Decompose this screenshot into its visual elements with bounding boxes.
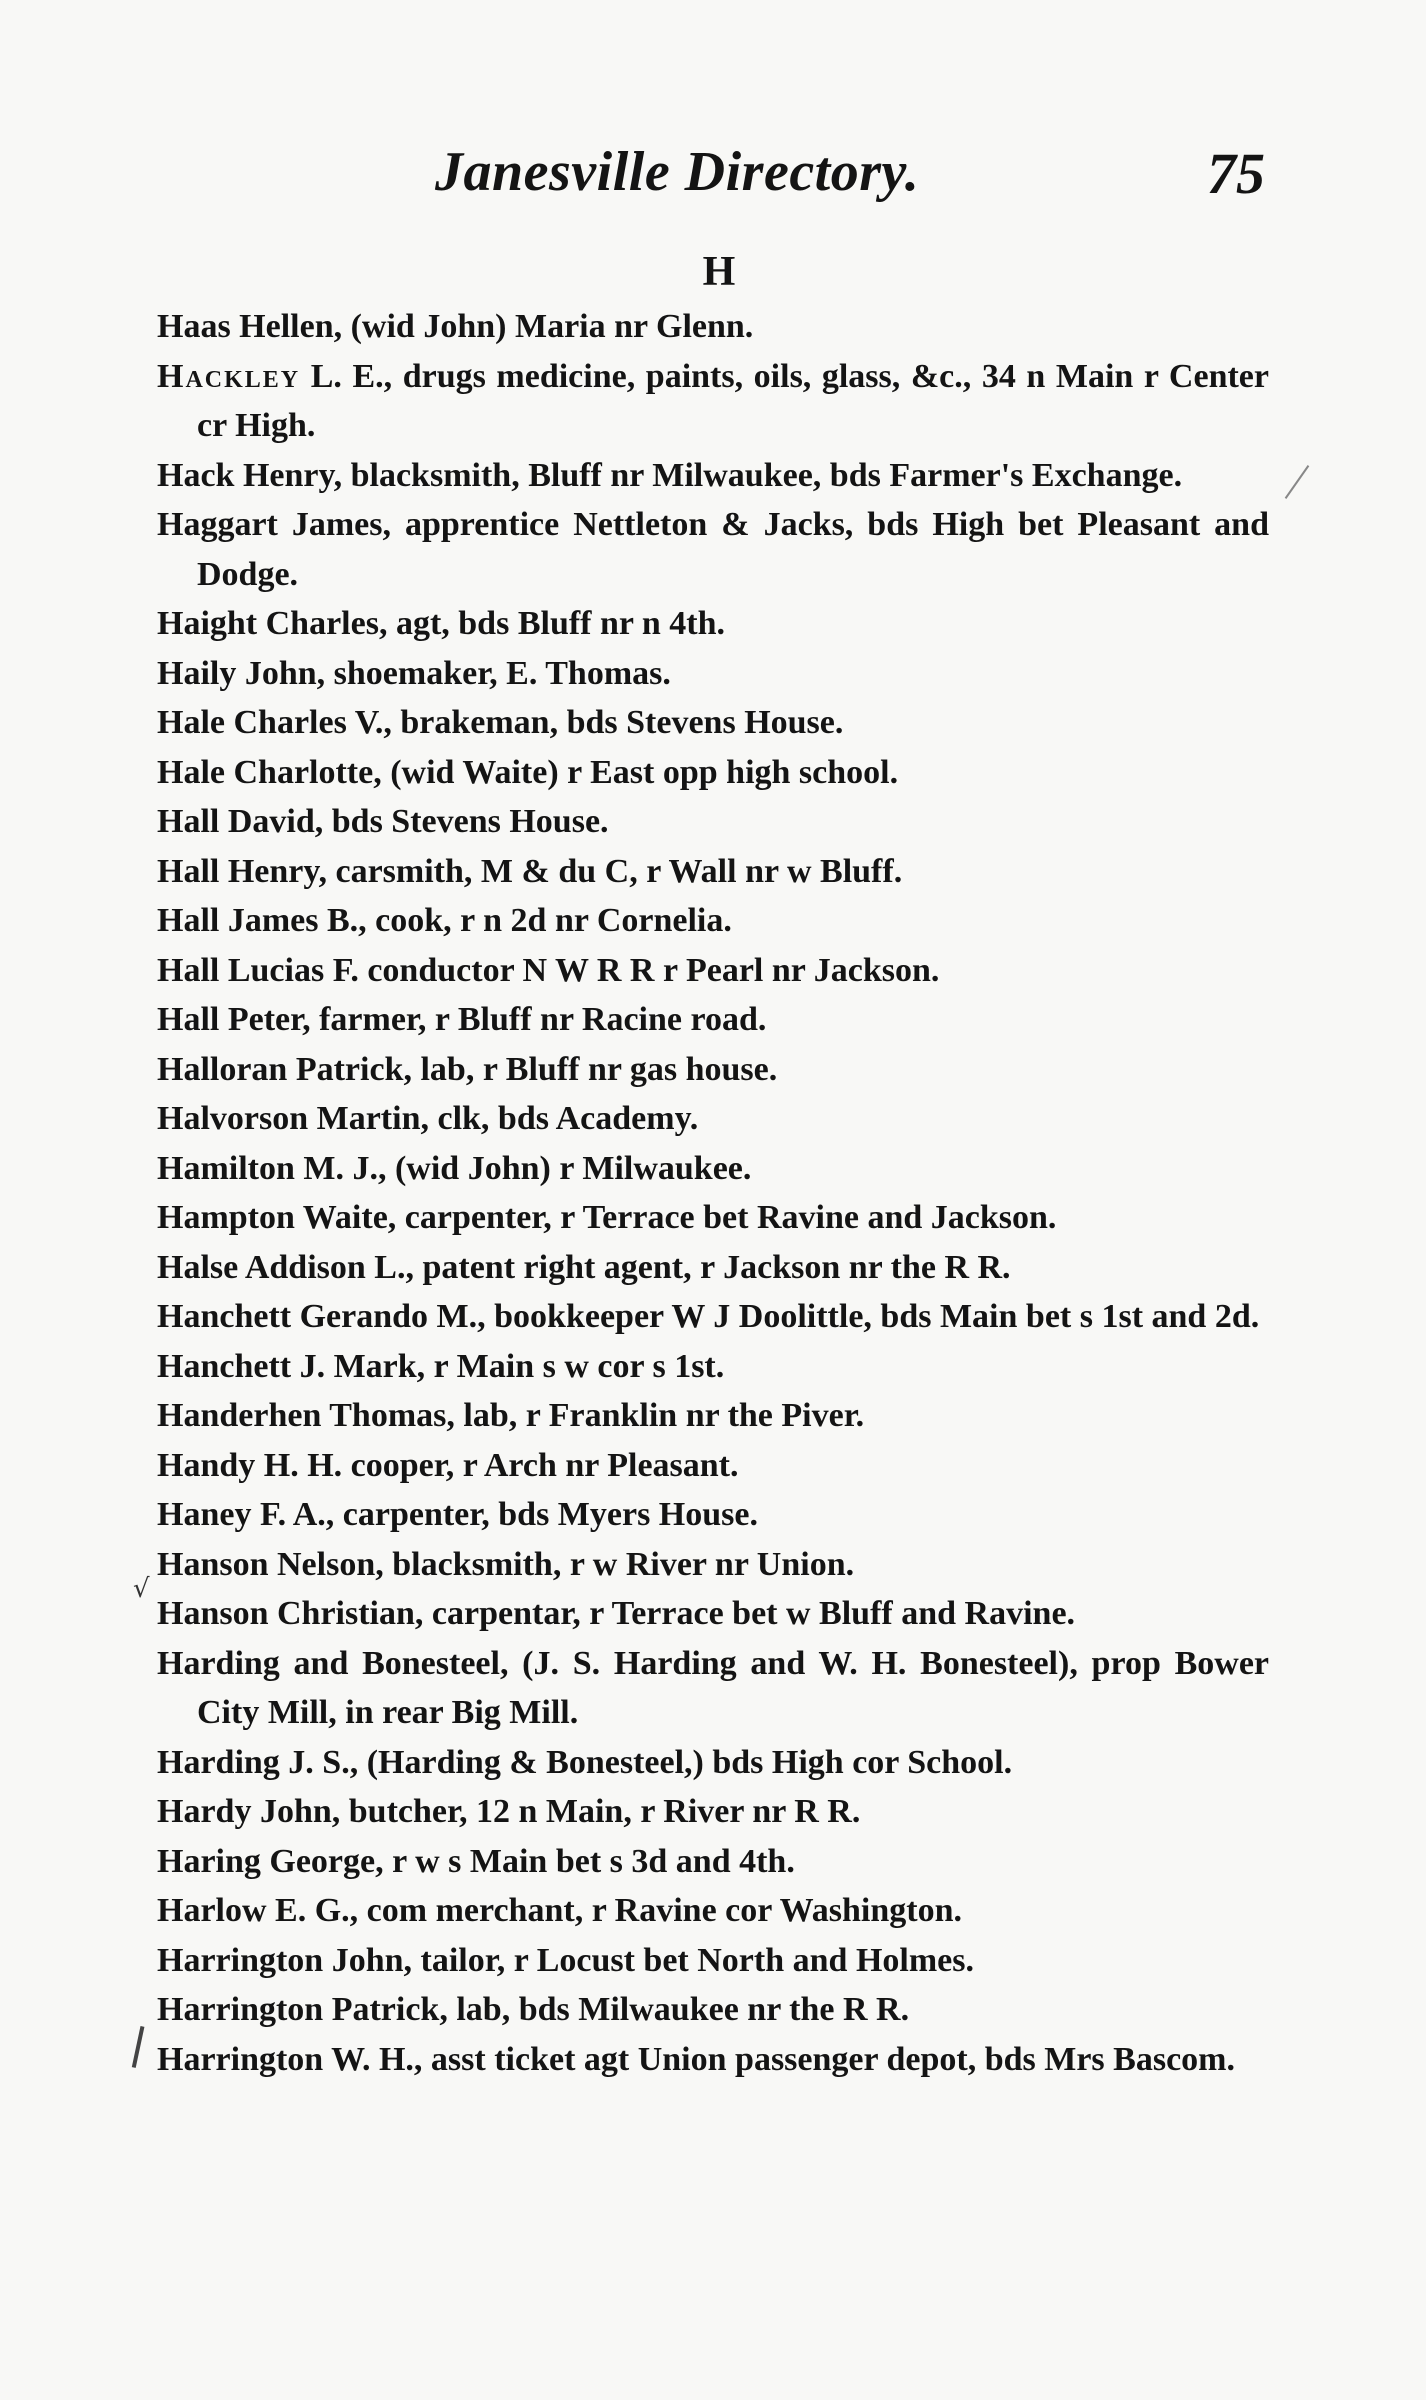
margin-pencil-stroke [1285,465,1310,499]
entry-text: L. E., drugs medicine, paints, oils, glass, &c., 34 n Main r Center cr High. [197,357,1269,444]
directory-entry: Hanchett Gerando M., bookkeeper W J Doolittle, bds Main bet s 1st and 2d. [157,1298,1260,1335]
directory-entry: Hall David, bds Stevens House. [157,803,609,840]
directory-entry: Harlow E. G., com merchant, r Ravine cor Washington. [157,1892,962,1929]
directory-entry: Handy H. H. cooper, r Arch nr Pleasant. [157,1446,739,1484]
directory-entry: Hanson Christian, carpentar, r Terrace bet w Bluff and Ravine. [157,1595,1076,1632]
directory-entry: Hamilton M. J., (wid John) r Milwaukee. [157,1149,752,1187]
directory-entry: Hall Henry, carsmith, M & du C, r Wall nr w Bluff. [157,852,903,890]
directory-entry: Haight Charles, agt, bds Bluff nr n 4th. [157,605,726,642]
directory-entry: Halloran Patrick, lab, r Bluff nr gas house. [157,1050,778,1088]
directory-entry: Haring George, r w s Main bet s 3d and 4th. [157,1842,795,1880]
directory-entry: Hack Henry, blacksmith, Bluff nr Milwaukee, bds Farmer's Exchange. [157,456,1183,494]
section-letter: H [702,249,736,295]
directory-entry: Haas Hellen, (wid John) Maria nr Glenn. [157,308,754,345]
running-head [0,140,1426,220]
directory-entry: Harding J. S., (Harding & Bonesteel,) bds High cor School. [157,1743,1013,1781]
directory-entry: Hardy John, butcher, 12 n Main, r River nr R R. [157,1793,861,1830]
directory-entry: Haggart James, apprentice Nettleton & Jacks, bds High bet Pleasant and Dodge. [157,506,1269,593]
directory-entry: Hanson Nelson, blacksmith, r w River nr Union. [157,1545,855,1583]
directory-entry: Harding and Bonesteel, (J. S. Harding and W. H. Bonesteel), prop Bower City Mill, in rear Big Mill. [157,1644,1269,1731]
directory-entry: Harrington Patrick, lab, bds Milwaukee nr the R R. [157,1991,910,2028]
margin-pencil-stroke [132,2026,154,2070]
page-number: 75 [1207,141,1265,206]
page-title: Janesville Directory. [435,141,920,203]
directory-entry: Handerhen Thomas, lab, r Franklin nr the Piver. [157,1397,865,1434]
directory-entry: Hampton Waite, carpenter, r Terrace bet Ravine and Jackson. [157,1199,1057,1236]
margin-check-mark: √ [133,1574,150,1604]
directory-entry: Hall Peter, farmer, r Bluff nr Racine road. [157,1001,767,1038]
directory-entry: Harrington John, tailor, r Locust bet North and Holmes. [157,1941,974,1979]
directory-entry: Harrington W. H., asst ticket agt Union passenger depot, bds Mrs Bascom. [157,2040,1235,2078]
directory-entry [157,352,1269,451]
directory-entry: Haily John, shoemaker, E. Thomas. [157,654,671,692]
directory-entry: Haney F. A., carpenter, bds Myers House. [157,1496,758,1533]
directory-entry: Hall James B., cook, r n 2d nr Cornelia. [157,902,732,939]
directory-entry: Halvorson Martin, clk, bds Academy. [157,1100,699,1137]
directory-entry: Hale Charlotte, (wid Waite) r East opp high school. [157,753,899,791]
directory-entry: Hale Charles V., brakeman, bds Stevens House. [157,704,844,741]
directory-entry: Halse Addison L., patent right agent, r Jackson nr the R R. [157,1248,1011,1286]
directory-entry: Hall Lucias F. conductor N W R R r Pearl nr Jackson. [157,951,940,989]
directory-entries [157,302,1269,2084]
entry-surname-smallcaps: Hackley [157,357,301,395]
directory-entry: Hanchett J. Mark, r Main s w cor s 1st. [157,1347,725,1385]
